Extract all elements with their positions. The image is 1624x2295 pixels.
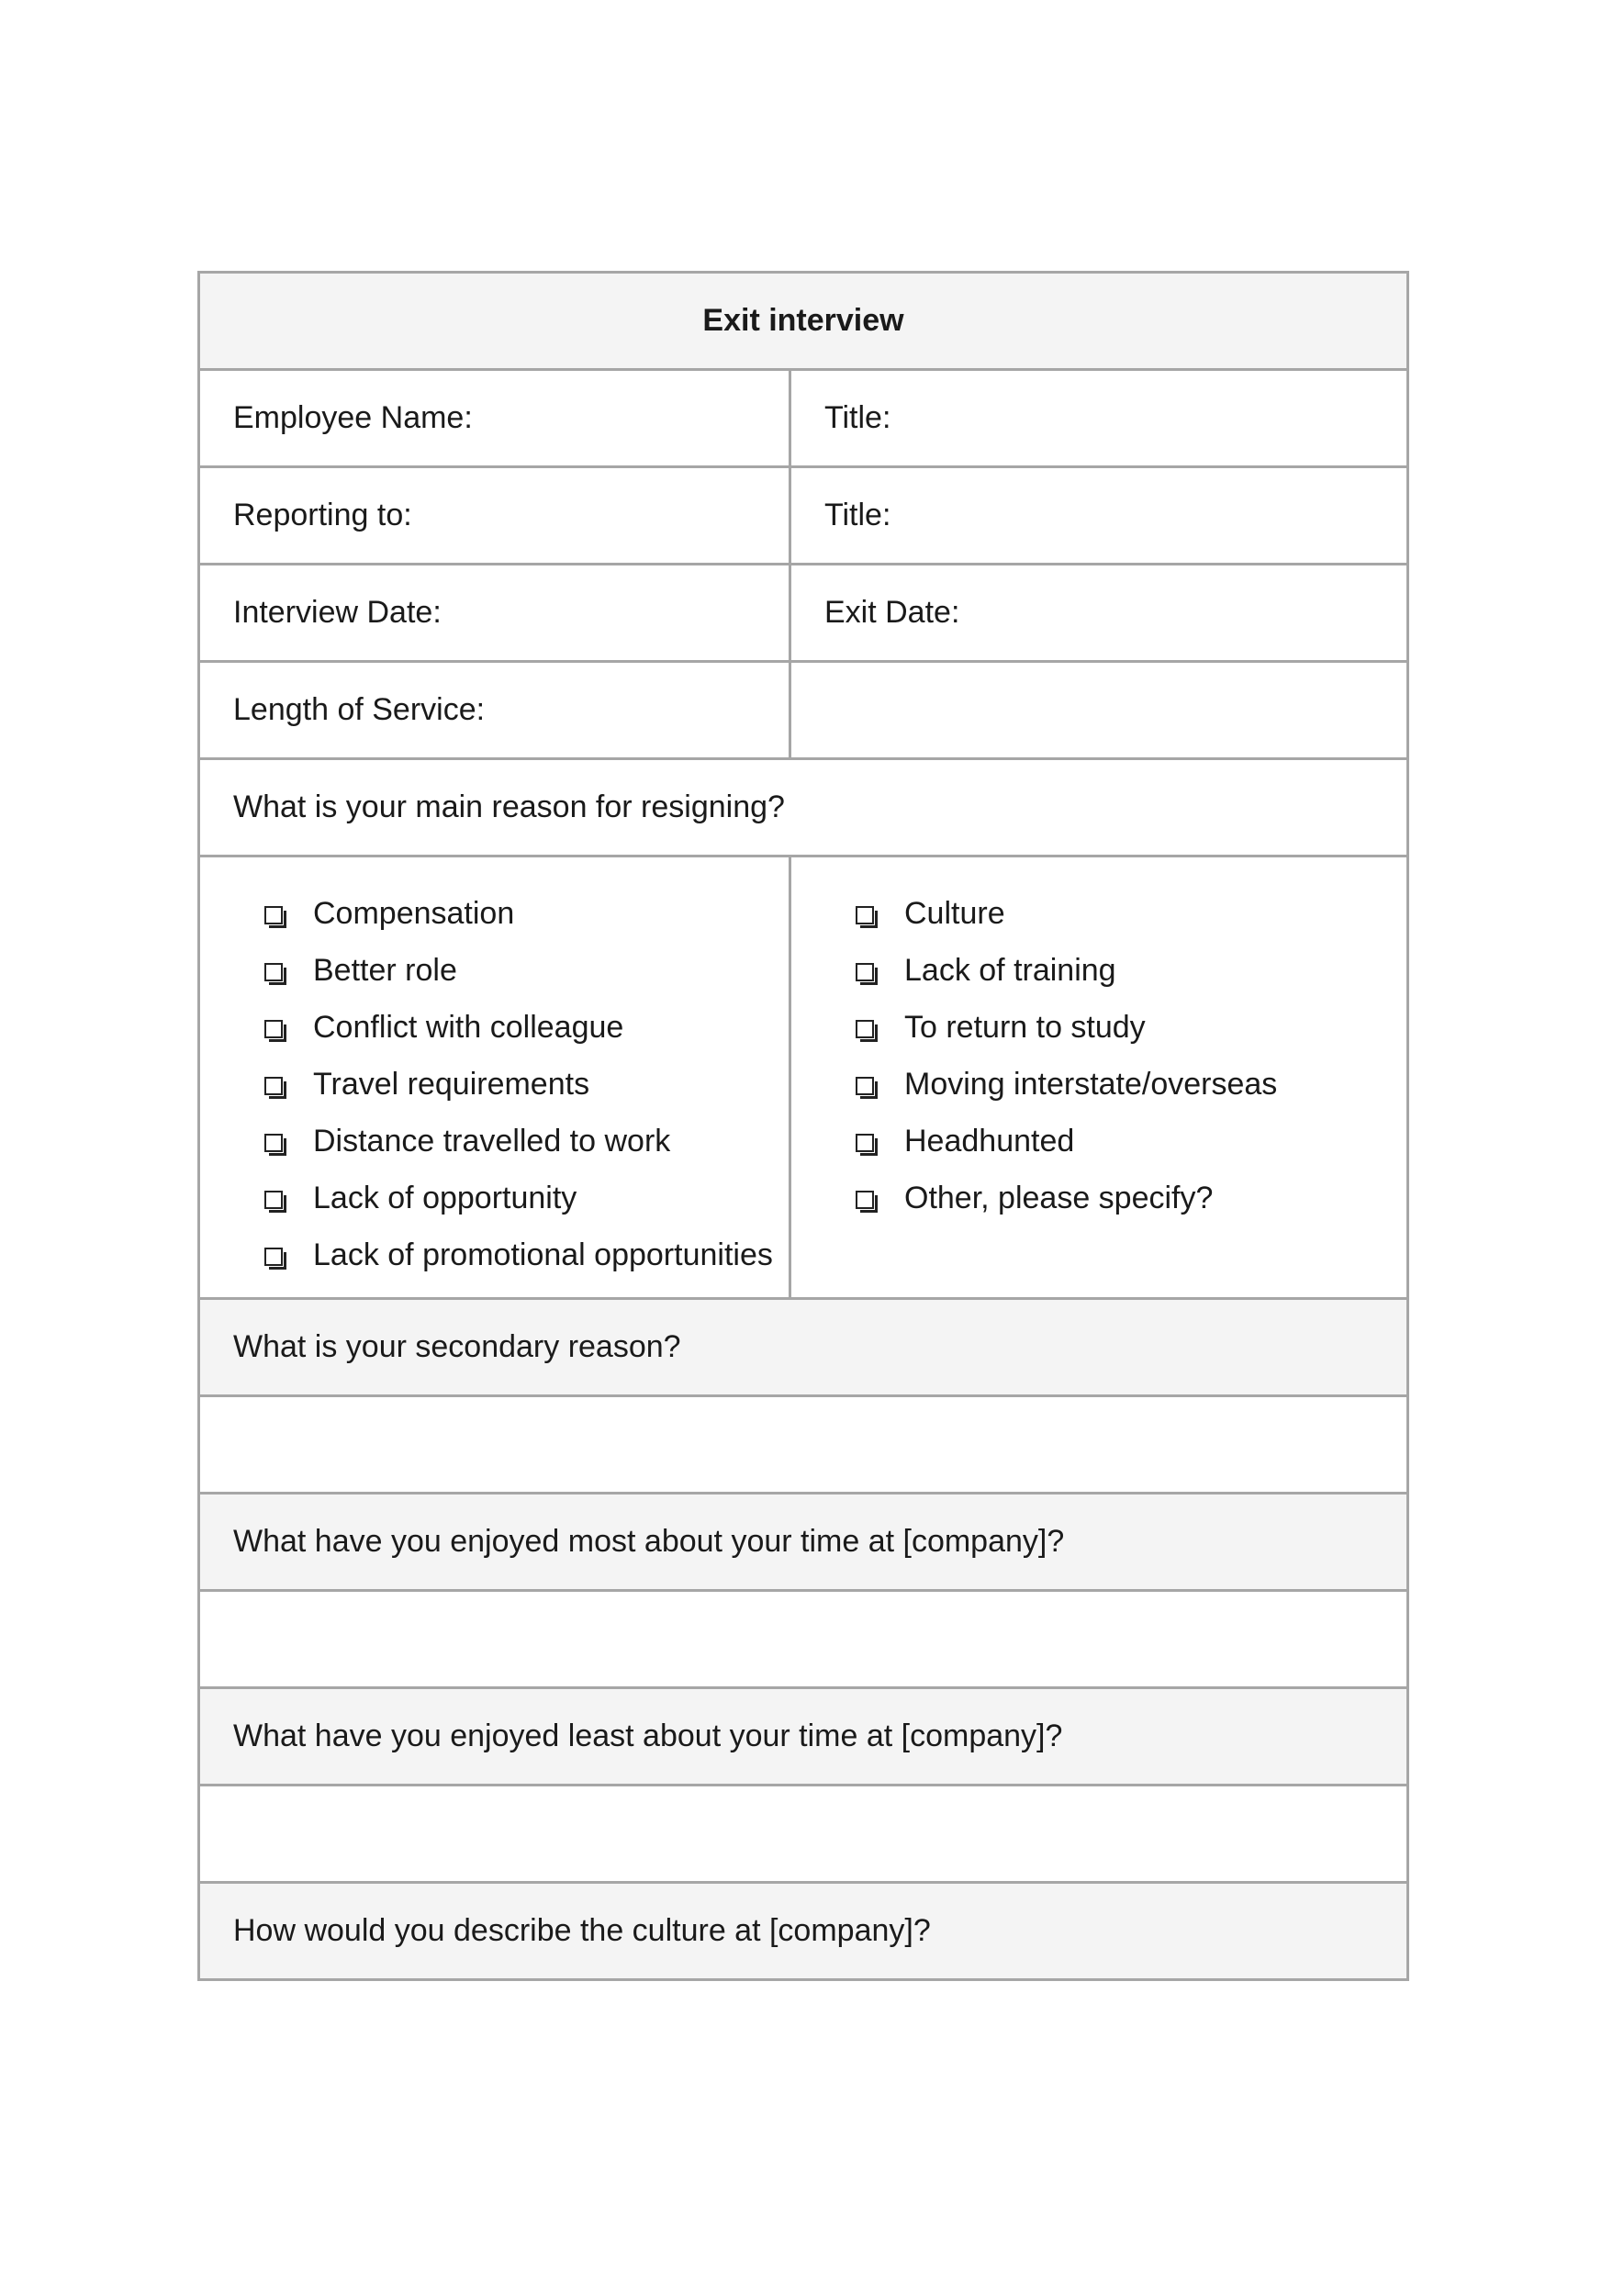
reason-label: To return to study [904, 1009, 1146, 1045]
reason-option[interactable] [264, 1170, 789, 1226]
enjoyed-most-row [199, 1494, 1408, 1591]
reason-label: Distance travelled to work [313, 1123, 671, 1159]
checkbox-icon[interactable] [856, 1134, 874, 1152]
checkbox-icon[interactable] [856, 963, 874, 981]
reason-option[interactable] [856, 1113, 1406, 1170]
checkbox-icon[interactable] [264, 1248, 283, 1266]
length-of-service-field[interactable]: Length of Service: [199, 662, 790, 759]
employee-title-field[interactable]: Title: [790, 370, 1408, 467]
secondary-reason-question: What is your secondary reason? [199, 1299, 1408, 1396]
reason-option[interactable] [856, 1056, 1406, 1113]
enjoyed-least-answer[interactable] [199, 1786, 1408, 1883]
checkbox-icon[interactable] [264, 1020, 283, 1038]
checkbox-icon[interactable] [264, 1077, 283, 1095]
reason-option[interactable] [264, 885, 789, 942]
service-row [199, 662, 1408, 759]
reason-label: Headhunted [904, 1123, 1075, 1159]
reason-label: Lack of opportunity [313, 1180, 577, 1215]
checkbox-icon[interactable] [264, 963, 283, 981]
reporting-row [199, 467, 1408, 565]
form-title: Exit interview [199, 273, 1408, 370]
reasons-left-cell [199, 856, 790, 1299]
enjoyed-most-question: What have you enjoyed most about your time at [company]? [199, 1494, 1408, 1591]
secondary-reason-answer[interactable] [199, 1396, 1408, 1494]
reasons-right-list [791, 885, 1406, 1226]
reporting-to-field[interactable]: Reporting to: [199, 467, 790, 565]
reason-option[interactable] [264, 1226, 789, 1283]
reason-label: Compensation [313, 895, 515, 931]
exit-date-field[interactable]: Exit Date: [790, 565, 1408, 662]
exit-interview-form [197, 271, 1409, 1981]
enjoyed-most-answer[interactable] [199, 1591, 1408, 1688]
main-reason-question: What is your main reason for resigning? [199, 759, 1408, 856]
length-of-service-answer[interactable] [790, 662, 1408, 759]
reasons-left-list [200, 885, 789, 1283]
checkbox-icon[interactable] [264, 1191, 283, 1209]
checkbox-icon[interactable] [264, 1134, 283, 1152]
checkbox-icon[interactable] [264, 906, 283, 924]
interview-date-field[interactable]: Interview Date: [199, 565, 790, 662]
secondary-reason-row [199, 1299, 1408, 1396]
reason-label: Moving interstate/overseas [904, 1066, 1278, 1102]
enjoyed-most-answer-row [199, 1591, 1408, 1688]
checkbox-icon[interactable] [856, 1020, 874, 1038]
main-reason-row [199, 759, 1408, 856]
enjoyed-least-answer-row [199, 1786, 1408, 1883]
reasons-right-cell [790, 856, 1408, 1299]
reason-option[interactable] [264, 942, 789, 999]
culture-question: How would you describe the culture at [company]? [199, 1883, 1408, 1980]
reason-option[interactable] [264, 999, 789, 1056]
reason-option[interactable] [856, 885, 1406, 942]
reason-option[interactable] [856, 999, 1406, 1056]
enjoyed-least-question: What have you enjoyed least about your time at [company]? [199, 1688, 1408, 1786]
reason-option[interactable] [264, 1056, 789, 1113]
employee-row [199, 370, 1408, 467]
reason-label: Travel requirements [313, 1066, 590, 1102]
reasons-row [199, 856, 1408, 1299]
secondary-reason-answer-row [199, 1396, 1408, 1494]
reason-label: Culture [904, 895, 1005, 931]
reason-label: Other, please specify? [904, 1180, 1214, 1215]
reason-option[interactable] [856, 942, 1406, 999]
checkbox-icon[interactable] [856, 1191, 874, 1209]
reason-label: Lack of promotional opportunities [313, 1237, 773, 1272]
reason-label: Conflict with colleague [313, 1009, 624, 1045]
checkbox-icon[interactable] [856, 1077, 874, 1095]
culture-row [199, 1883, 1408, 1980]
employee-name-field[interactable]: Employee Name: [199, 370, 790, 467]
form-title-row [199, 273, 1408, 370]
reason-option[interactable] [856, 1170, 1406, 1226]
manager-title-field[interactable]: Title: [790, 467, 1408, 565]
reason-label: Better role [313, 952, 457, 988]
reason-label: Lack of training [904, 952, 1116, 988]
dates-row [199, 565, 1408, 662]
enjoyed-least-row [199, 1688, 1408, 1786]
reason-option[interactable] [264, 1113, 789, 1170]
checkbox-icon[interactable] [856, 906, 874, 924]
